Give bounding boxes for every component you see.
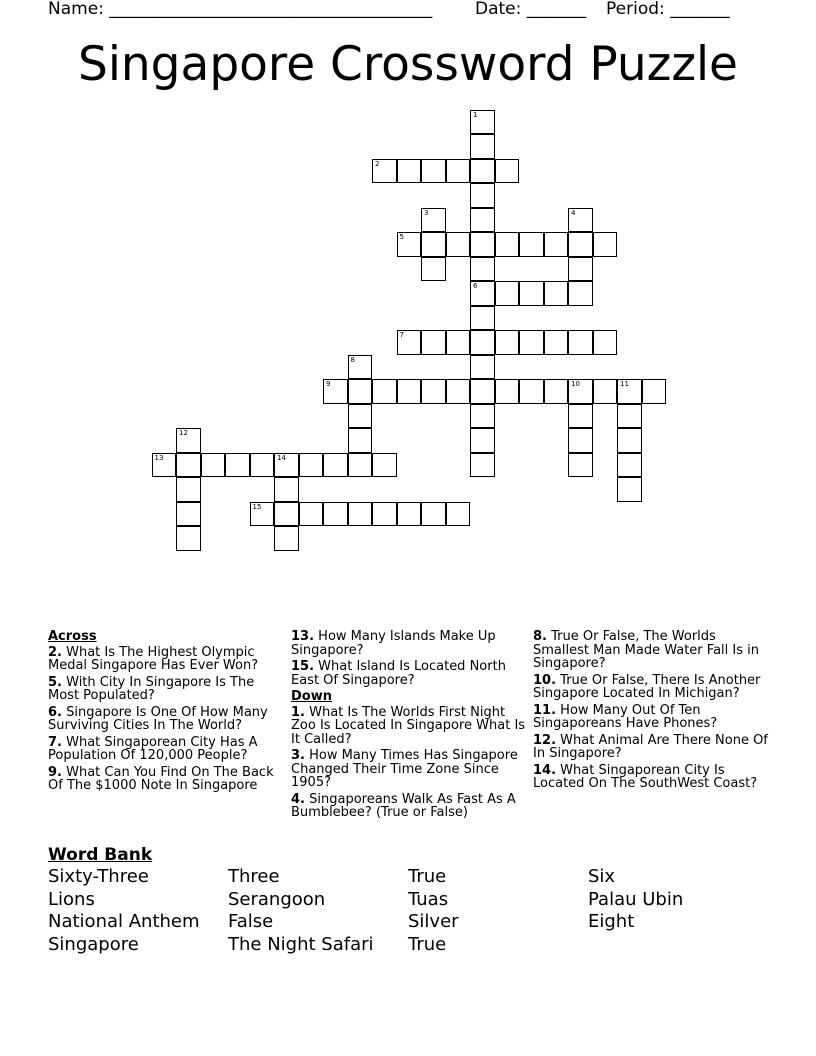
grid-cell[interactable] [274, 502, 299, 527]
grid-cell[interactable] [593, 379, 618, 404]
grid-cell[interactable] [446, 379, 471, 404]
grid-cell[interactable] [421, 330, 446, 355]
grid-cell[interactable] [470, 330, 495, 355]
clue-down-3: 3. How Many Times Has Singapore Changed Their Time Zone Since 1905? [291, 748, 518, 790]
grid-cell[interactable] [421, 379, 446, 404]
grid-cell[interactable] [544, 281, 569, 306]
name-field-label: Name: ______________________________________ [48, 0, 433, 19]
page-title: Singapore Crossword Puzzle [78, 37, 738, 92]
word-bank-item: Lions [48, 888, 95, 910]
grid-cell[interactable] [397, 330, 422, 355]
grid-cell[interactable] [568, 453, 593, 478]
grid-cell[interactable] [568, 281, 593, 306]
grid-cell[interactable] [446, 502, 471, 527]
word-bank-item: Eight [588, 911, 635, 933]
grid-cell[interactable] [568, 330, 593, 355]
grid-cell[interactable] [372, 502, 397, 527]
grid-cell[interactable] [274, 453, 299, 478]
grid-cell[interactable] [544, 330, 569, 355]
clue-column-1 [48, 628, 276, 796]
grid-cell[interactable] [593, 232, 618, 257]
grid-cell[interactable] [519, 232, 544, 257]
grid-cell[interactable] [617, 404, 642, 429]
grid-cell[interactable] [617, 379, 642, 404]
grid-cell[interactable] [176, 428, 201, 453]
grid-cell[interactable] [299, 502, 324, 527]
clue-number: 1 [473, 110, 478, 119]
grid-cell[interactable] [274, 477, 299, 502]
grid-cell[interactable] [470, 232, 495, 257]
grid-cell[interactable] [299, 453, 324, 478]
clue-number: 8 [350, 355, 355, 364]
grid-cell[interactable] [470, 134, 495, 159]
grid-cell[interactable] [421, 208, 446, 233]
grid-cell[interactable] [372, 379, 397, 404]
grid-cell[interactable] [446, 232, 471, 257]
word-bank-item: National Anthem [48, 911, 200, 933]
grid-cell[interactable] [617, 428, 642, 453]
clue-across-9: 9. What Can You Find On The Back Of The $1000 Note In Singapore [48, 764, 274, 793]
clue-down-8: 8. True Or False, The Worlds Smallest Man Made Water Fall Is in Singapore? [533, 629, 759, 671]
grid-cell[interactable] [617, 477, 642, 502]
grid-cell[interactable] [348, 428, 373, 453]
grid-cell[interactable] [470, 306, 495, 331]
clue-down-14: 14. What Singaporean City Is Located On The SouthWest Coast? [533, 762, 758, 791]
grid-cell[interactable] [470, 183, 495, 208]
grid-cell[interactable] [568, 257, 593, 282]
grid-cell[interactable] [348, 453, 373, 478]
grid-cell[interactable] [495, 330, 520, 355]
clue-number: 2 [375, 159, 380, 168]
clue-down-10: 10. True Or False, There Is Another Singapore Located In Michigan? [533, 672, 761, 701]
clue-number: 7 [399, 331, 404, 339]
grid-cell[interactable] [421, 159, 446, 184]
grid-cell[interactable] [544, 379, 569, 404]
grid-cell[interactable] [348, 404, 373, 429]
clue-number: 15 [252, 502, 262, 511]
grid-cell[interactable] [519, 330, 544, 355]
grid-cell[interactable] [397, 159, 422, 184]
grid-cell[interactable] [446, 330, 471, 355]
clue-across-15: 15. What Island Is Located North East Of Singapore? [291, 659, 506, 688]
clue-number: 12 [179, 429, 188, 437]
grid-cell[interactable] [176, 477, 201, 502]
word-bank-title: Word Bank [48, 845, 153, 865]
grid-cell[interactable] [568, 208, 593, 233]
grid-cell[interactable] [397, 379, 422, 404]
word-bank-item: Palau Ubin [588, 888, 684, 910]
grid-cell[interactable] [421, 257, 446, 282]
clue-across-6: 6. Singapore Is One Of How Many Surviving Cities In The World? [48, 704, 268, 733]
grid-cell[interactable] [470, 159, 495, 184]
grid-cell[interactable] [323, 379, 348, 404]
grid-cell[interactable] [617, 453, 642, 478]
clue-across-2: 2. What Is The Highest Olympic Medal Singapore Has Ever Won? [48, 644, 259, 673]
grid-cell[interactable] [176, 453, 201, 478]
word-bank-item: Three [228, 866, 280, 887]
clue-down-1: 1. What Is The Worlds First Night Zoo Is Located In Singapore What Is It Called? [291, 704, 526, 747]
clue-across-7: 7. What Singaporean City Has A Population Of 120,000 People? [48, 734, 258, 763]
clue-across-5: 5. With City In Singapore Is The Most Populated? [48, 674, 255, 703]
word-bank-item: Tuas [408, 888, 449, 910]
down-heading: Down [291, 689, 332, 704]
grid-cell[interactable] [397, 232, 422, 257]
grid-cell[interactable] [323, 453, 348, 478]
grid-cell[interactable] [348, 502, 373, 527]
clue-number: 5 [399, 233, 404, 241]
grid-cell[interactable] [348, 355, 373, 380]
grid-cell[interactable] [495, 232, 520, 257]
grid-cell[interactable] [323, 502, 348, 527]
grid-cell[interactable] [397, 502, 422, 527]
grid-cell[interactable] [470, 281, 495, 306]
word-bank-item: True [408, 934, 447, 956]
grid-cell[interactable] [446, 159, 471, 184]
period-field-label: Period: _______ [606, 0, 730, 19]
grid-cell[interactable] [568, 232, 593, 257]
grid-cell[interactable] [250, 502, 275, 527]
clue-down-11: 11. How Many Out Of Ten Singaporeans Have Phones? [533, 702, 718, 731]
word-bank-item: Silver [408, 911, 459, 933]
clue-number: 9 [326, 380, 331, 388]
word-bank-item: Singapore [48, 934, 139, 956]
grid-cell[interactable] [470, 257, 495, 282]
grid-cell[interactable] [152, 453, 177, 478]
clue-number: 11 [620, 380, 629, 388]
clue-column-3 [533, 628, 773, 794]
grid-cell[interactable] [642, 379, 667, 404]
grid-cell[interactable] [421, 232, 446, 257]
clue-down-12: 12. What Animal Are There None Of In Singapore? [533, 732, 768, 761]
clue-column-2 [291, 628, 527, 823]
word-bank-item: Serangoon [228, 888, 326, 910]
grid-cell[interactable] [568, 379, 593, 404]
word-bank-item: Sixty-Three [48, 866, 149, 887]
grid-cell[interactable] [470, 110, 495, 135]
grid-cell[interactable] [544, 232, 569, 257]
grid-cell[interactable] [519, 281, 544, 306]
word-bank-item: False [228, 911, 274, 933]
clue-number: 3 [424, 208, 429, 217]
grid-cell[interactable] [274, 526, 299, 551]
grid-cell[interactable] [201, 453, 226, 478]
word-bank [48, 866, 768, 957]
grid-cell[interactable] [495, 159, 520, 184]
clue-number: 10 [571, 380, 580, 388]
grid-cell[interactable] [470, 379, 495, 404]
across-heading: Across [48, 629, 97, 644]
grid-cell[interactable] [470, 428, 495, 453]
grid-cell[interactable] [421, 502, 446, 527]
date-field-label: Date: _______ [475, 0, 587, 19]
word-bank-item: True [408, 866, 447, 887]
word-bank-item: Six [588, 866, 616, 887]
grid-cell[interactable] [495, 379, 520, 404]
clue-across-13: 13. How Many Islands Make Up Singapore? [291, 629, 496, 658]
grid-cell[interactable] [348, 379, 373, 404]
clue-number: 13 [154, 453, 164, 462]
grid-cell[interactable] [225, 453, 250, 478]
grid-cell[interactable] [176, 502, 201, 527]
clue-number: 4 [571, 208, 576, 217]
clue-down-4: 4. Singaporeans Walk As Fast As A Bumblebee? (True or False) [291, 791, 516, 820]
grid-cell[interactable] [372, 159, 397, 184]
word-bank-item: The Night Safari [228, 934, 374, 956]
grid-cell[interactable] [495, 281, 520, 306]
grid-cell[interactable] [593, 330, 618, 355]
grid-cell[interactable] [470, 404, 495, 429]
grid-cell[interactable] [568, 404, 593, 429]
grid-cell[interactable] [470, 208, 495, 233]
grid-cell[interactable] [568, 428, 593, 453]
grid-cell[interactable] [470, 453, 495, 478]
grid-cell[interactable] [519, 379, 544, 404]
grid-cell[interactable] [250, 453, 275, 478]
grid-cell[interactable] [372, 453, 397, 478]
clue-number: 14 [277, 453, 286, 462]
grid-cell[interactable] [176, 526, 201, 551]
clue-number: 6 [473, 282, 478, 290]
grid-cell[interactable] [470, 355, 495, 380]
